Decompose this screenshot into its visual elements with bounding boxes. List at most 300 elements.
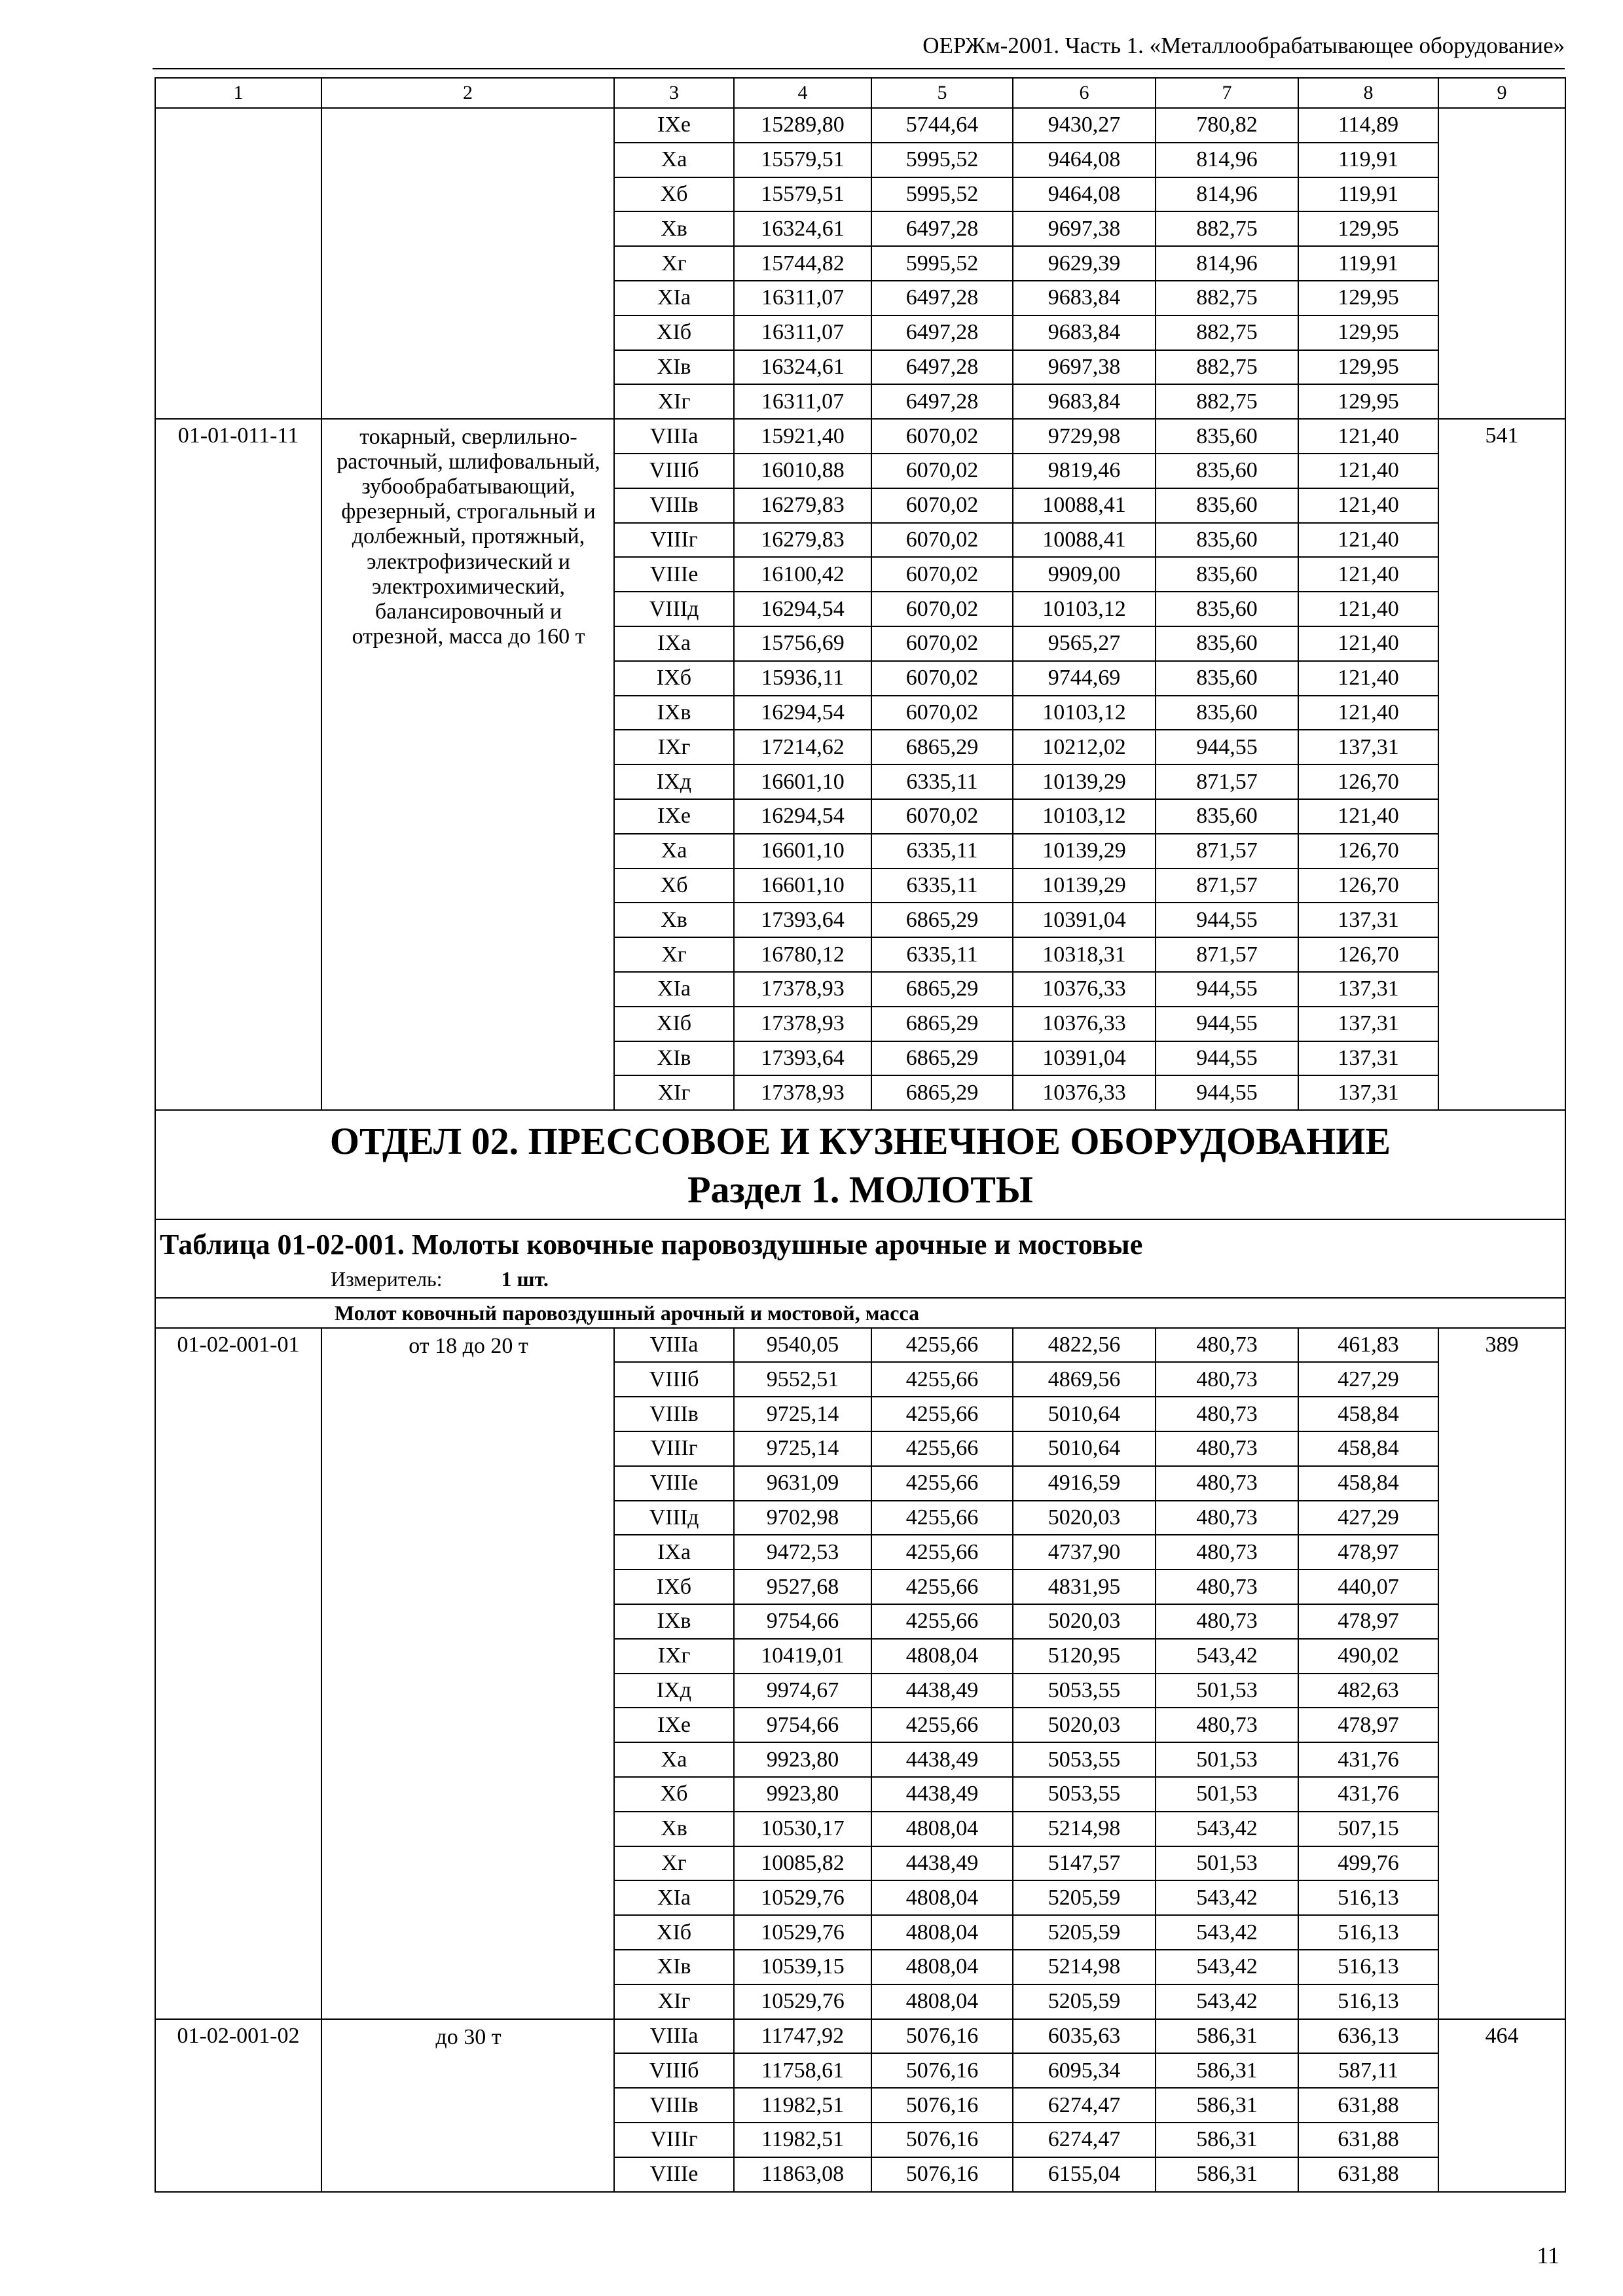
value-cell: 835,60 [1156, 592, 1298, 626]
value-cell: 6070,02 [871, 592, 1013, 626]
value-cell: 586,31 [1156, 2053, 1298, 2088]
item-price: 541 [1438, 419, 1565, 1110]
value-cell: 6335,11 [871, 764, 1013, 799]
value-cell: 15579,51 [734, 177, 871, 212]
value-cell: 4737,90 [1013, 1535, 1156, 1570]
table-title: Таблица 01-02-001. Молоты ковочные паровоздушные арочные и мостовые [160, 1228, 1143, 1261]
value-cell: 4255,66 [871, 1328, 1013, 1363]
zone-cell: Xв [614, 211, 734, 246]
part-title: Раздел 1. МОЛОТЫ [687, 1168, 1033, 1211]
table-row [155, 108, 1565, 143]
value-cell: 835,60 [1156, 799, 1298, 834]
value-cell: 6274,47 [1013, 2123, 1156, 2157]
value-cell: 871,57 [1156, 834, 1298, 869]
value-cell: 6335,11 [871, 834, 1013, 869]
value-cell: 6865,29 [871, 903, 1013, 937]
value-cell: 16294,54 [734, 799, 871, 834]
value-cell: 944,55 [1156, 1007, 1298, 1041]
value-cell: 126,70 [1298, 937, 1438, 972]
zone-cell: Xг [614, 937, 734, 972]
value-cell: 10103,12 [1013, 592, 1156, 626]
value-cell: 543,42 [1156, 1950, 1298, 1984]
value-cell: 10391,04 [1013, 903, 1156, 937]
table-title-row [155, 1219, 1565, 1298]
value-cell: 9729,98 [1013, 419, 1156, 454]
value-cell: 6070,02 [871, 696, 1013, 730]
value-cell: 4255,66 [871, 1604, 1013, 1639]
value-cell: 5995,52 [871, 246, 1013, 281]
zone-cell: XIб [614, 1915, 734, 1950]
value-cell: 137,31 [1298, 972, 1438, 1007]
value-cell: 4808,04 [871, 1950, 1013, 1984]
item-code [155, 108, 321, 419]
value-cell: 458,84 [1298, 1431, 1438, 1466]
value-cell: 6865,29 [871, 1007, 1013, 1041]
value-cell: 5744,64 [871, 108, 1013, 143]
value-cell: 9631,09 [734, 1466, 871, 1501]
value-cell: 114,89 [1298, 108, 1438, 143]
column-number: 3 [614, 78, 734, 108]
value-cell: 10530,17 [734, 1812, 871, 1846]
value-cell: 9683,84 [1013, 281, 1156, 315]
value-cell: 121,40 [1298, 454, 1438, 488]
value-cell: 6070,02 [871, 661, 1013, 696]
value-cell: 501,53 [1156, 1674, 1298, 1708]
value-cell: 944,55 [1156, 972, 1298, 1007]
value-cell: 10376,33 [1013, 972, 1156, 1007]
value-cell: 4255,66 [871, 1708, 1013, 1742]
value-cell: 835,60 [1156, 661, 1298, 696]
value-cell: 6070,02 [871, 557, 1013, 592]
column-number: 1 [155, 78, 321, 108]
value-cell: 6335,11 [871, 937, 1013, 972]
value-cell: 6070,02 [871, 419, 1013, 454]
value-cell: 5214,98 [1013, 1950, 1156, 1984]
table-row [155, 1328, 1565, 1363]
value-cell: 814,96 [1156, 143, 1298, 177]
price-table [155, 77, 1566, 2193]
value-cell: 4808,04 [871, 1812, 1013, 1846]
column-number-row [155, 78, 1565, 108]
value-cell: 480,73 [1156, 1708, 1298, 1742]
section-heading [155, 1110, 1565, 1219]
value-cell: 4255,66 [871, 1466, 1013, 1501]
value-cell: 6070,02 [871, 626, 1013, 661]
value-cell: 586,31 [1156, 2123, 1298, 2157]
value-cell: 121,40 [1298, 661, 1438, 696]
value-cell: 11982,51 [734, 2123, 871, 2157]
table-title-cell [155, 1219, 1565, 1298]
column-number: 5 [871, 78, 1013, 108]
zone-cell: IXд [614, 764, 734, 799]
zone-cell: IXв [614, 696, 734, 730]
value-cell: 121,40 [1298, 523, 1438, 558]
value-cell: 6865,29 [871, 1041, 1013, 1076]
value-cell: 16311,07 [734, 315, 871, 350]
value-cell: 10139,29 [1013, 834, 1156, 869]
value-cell: 480,73 [1156, 1535, 1298, 1570]
item-code: 01-01-011-11 [155, 419, 321, 1110]
value-cell: 4808,04 [871, 1984, 1013, 2019]
value-cell: 17393,64 [734, 1041, 871, 1076]
value-cell: 458,84 [1298, 1397, 1438, 1431]
value-cell: 944,55 [1156, 1075, 1298, 1110]
zone-cell: VIIIе [614, 557, 734, 592]
zone-cell: VIIIд [614, 592, 734, 626]
value-cell: 10529,76 [734, 1984, 871, 2019]
value-cell: 9909,00 [1013, 557, 1156, 592]
value-cell: 9565,27 [1013, 626, 1156, 661]
value-cell: 5053,55 [1013, 1674, 1156, 1708]
value-cell: 121,40 [1298, 488, 1438, 523]
value-cell: 129,95 [1298, 315, 1438, 350]
department-title: ОТДЕЛ 02. ПРЕССОВОЕ И КУЗНЕЧНОЕ ОБОРУДОВАНИЕ [329, 1120, 1391, 1163]
zone-cell: XIа [614, 1880, 734, 1915]
zone-cell: IXе [614, 799, 734, 834]
value-cell: 4808,04 [871, 1639, 1013, 1674]
value-cell: 4831,95 [1013, 1570, 1156, 1604]
zone-cell: XIг [614, 1984, 734, 2019]
value-cell: 480,73 [1156, 1362, 1298, 1397]
zone-cell: VIIIа [614, 419, 734, 454]
value-cell: 15921,40 [734, 419, 871, 454]
zone-cell: VIIIд [614, 1501, 734, 1535]
value-cell: 9552,51 [734, 1362, 871, 1397]
zone-cell: XIв [614, 350, 734, 385]
zone-cell: Xб [614, 177, 734, 212]
zone-cell: XIг [614, 384, 734, 419]
value-cell: 4822,56 [1013, 1328, 1156, 1363]
value-cell: 9683,84 [1013, 315, 1156, 350]
value-cell: 9527,68 [734, 1570, 871, 1604]
value-cell: 490,02 [1298, 1639, 1438, 1674]
zone-cell: Xб [614, 1777, 734, 1812]
value-cell: 4438,49 [871, 1846, 1013, 1881]
value-cell: 16311,07 [734, 281, 871, 315]
item-description: от 18 до 20 т [321, 1328, 614, 2019]
value-cell: 5205,59 [1013, 1880, 1156, 1915]
value-cell: 6035,63 [1013, 2019, 1156, 2054]
meter-value: 1 шт. [501, 1266, 549, 1291]
zone-cell: XIб [614, 1007, 734, 1041]
value-cell: 6497,28 [871, 384, 1013, 419]
value-cell: 543,42 [1156, 1984, 1298, 2019]
section-row [155, 1110, 1565, 1219]
value-cell: 501,53 [1156, 1846, 1298, 1881]
value-cell: 6070,02 [871, 488, 1013, 523]
value-cell: 10085,82 [734, 1846, 871, 1881]
value-cell: 9819,46 [1013, 454, 1156, 488]
subheading-row [155, 1298, 1565, 1328]
value-cell: 6865,29 [871, 972, 1013, 1007]
value-cell: 6497,28 [871, 211, 1013, 246]
zone-cell: XIв [614, 1950, 734, 1984]
value-cell: 16294,54 [734, 696, 871, 730]
value-cell: 121,40 [1298, 626, 1438, 661]
zone-cell: XIб [614, 315, 734, 350]
value-cell: 137,31 [1298, 903, 1438, 937]
value-cell: 9744,69 [1013, 661, 1156, 696]
value-cell: 11982,51 [734, 2088, 871, 2123]
value-cell: 16010,88 [734, 454, 871, 488]
item-price [1438, 108, 1565, 419]
item-description [321, 108, 614, 419]
value-cell: 17378,93 [734, 1075, 871, 1110]
value-cell: 944,55 [1156, 903, 1298, 937]
value-cell: 6865,29 [871, 730, 1013, 764]
value-cell: 480,73 [1156, 1431, 1298, 1466]
value-cell: 6497,28 [871, 350, 1013, 385]
page-number: 11 [1537, 2242, 1559, 2269]
value-cell: 480,73 [1156, 1328, 1298, 1363]
value-cell: 119,91 [1298, 246, 1438, 281]
zone-cell: IXб [614, 1570, 734, 1604]
column-number: 2 [321, 78, 614, 108]
value-cell: 6865,29 [871, 1075, 1013, 1110]
value-cell: 6070,02 [871, 454, 1013, 488]
value-cell: 5214,98 [1013, 1812, 1156, 1846]
column-number: 9 [1438, 78, 1565, 108]
zone-cell: IXе [614, 1708, 734, 1742]
value-cell: 15756,69 [734, 626, 871, 661]
value-cell: 5020,03 [1013, 1604, 1156, 1639]
value-cell: 4255,66 [871, 1397, 1013, 1431]
value-cell: 17214,62 [734, 730, 871, 764]
zone-cell: IXг [614, 730, 734, 764]
value-cell: 835,60 [1156, 523, 1298, 558]
value-cell: 480,73 [1156, 1397, 1298, 1431]
value-cell: 10529,76 [734, 1880, 871, 1915]
value-cell: 6070,02 [871, 799, 1013, 834]
column-number: 4 [734, 78, 871, 108]
value-cell: 6274,47 [1013, 2088, 1156, 2123]
value-cell: 478,97 [1298, 1535, 1438, 1570]
value-cell: 543,42 [1156, 1880, 1298, 1915]
value-cell: 9430,27 [1013, 108, 1156, 143]
value-cell: 871,57 [1156, 937, 1298, 972]
value-cell: 516,13 [1298, 1880, 1438, 1915]
value-cell: 882,75 [1156, 315, 1298, 350]
table-body [155, 78, 1565, 2192]
value-cell: 944,55 [1156, 730, 1298, 764]
value-cell: 10419,01 [734, 1639, 871, 1674]
zone-cell: VIIIв [614, 2088, 734, 2123]
value-cell: 15579,51 [734, 143, 871, 177]
value-cell: 137,31 [1298, 730, 1438, 764]
value-cell: 431,76 [1298, 1742, 1438, 1777]
value-cell: 5010,64 [1013, 1397, 1156, 1431]
value-cell: 4255,66 [871, 1362, 1013, 1397]
value-cell: 119,91 [1298, 177, 1438, 212]
value-cell: 5076,16 [871, 2123, 1013, 2157]
value-cell: 835,60 [1156, 488, 1298, 523]
value-cell: 586,31 [1156, 2019, 1298, 2054]
zone-cell: Xг [614, 246, 734, 281]
value-cell: 501,53 [1156, 1777, 1298, 1812]
zone-cell: Xа [614, 1742, 734, 1777]
item-price: 389 [1438, 1328, 1565, 2019]
value-cell: 10088,41 [1013, 488, 1156, 523]
table-row [155, 2019, 1565, 2054]
value-cell: 15289,80 [734, 108, 871, 143]
value-cell: 16780,12 [734, 937, 871, 972]
value-cell: 587,11 [1298, 2053, 1438, 2088]
value-cell: 543,42 [1156, 1639, 1298, 1674]
item-description: токарный, сверлильно-расточный, шлифовальный, зубообрабатывающий, фрезерный, строгальный и долбежный, протяжный, электрофизический и электрохимический, балансировочный и отрезной, масса до 160 т [321, 419, 614, 1110]
value-cell: 6497,28 [871, 281, 1013, 315]
value-cell: 871,57 [1156, 869, 1298, 903]
header-rule [153, 68, 1565, 69]
value-cell: 9754,66 [734, 1708, 871, 1742]
value-cell: 586,31 [1156, 2088, 1298, 2123]
value-cell: 10376,33 [1013, 1007, 1156, 1041]
zone-cell: Xа [614, 143, 734, 177]
column-number: 6 [1013, 78, 1156, 108]
value-cell: 6070,02 [871, 523, 1013, 558]
value-cell: 16279,83 [734, 523, 871, 558]
value-cell: 9472,53 [734, 1535, 871, 1570]
value-cell: 5995,52 [871, 143, 1013, 177]
value-cell: 137,31 [1298, 1075, 1438, 1110]
zone-cell: VIIIа [614, 2019, 734, 2054]
value-cell: 10103,12 [1013, 799, 1156, 834]
subheading: Молот ковочный паровоздушный арочный и мостовой, масса [155, 1298, 1565, 1328]
value-cell: 631,88 [1298, 2123, 1438, 2157]
value-cell: 4255,66 [871, 1501, 1013, 1535]
value-cell: 5120,95 [1013, 1639, 1156, 1674]
value-cell: 9754,66 [734, 1604, 871, 1639]
value-cell: 10139,29 [1013, 869, 1156, 903]
zone-cell: Xа [614, 834, 734, 869]
value-cell: 461,83 [1298, 1328, 1438, 1363]
value-cell: 9540,05 [734, 1328, 871, 1363]
value-cell: 9464,08 [1013, 143, 1156, 177]
value-cell: 121,40 [1298, 696, 1438, 730]
zone-cell: IXб [614, 661, 734, 696]
zone-cell: VIIIг [614, 2123, 734, 2157]
value-cell: 16324,61 [734, 211, 871, 246]
value-cell: 10391,04 [1013, 1041, 1156, 1076]
value-cell: 4438,49 [871, 1777, 1013, 1812]
value-cell: 16100,42 [734, 557, 871, 592]
value-cell: 6335,11 [871, 869, 1013, 903]
value-cell: 119,91 [1298, 143, 1438, 177]
value-cell: 121,40 [1298, 799, 1438, 834]
value-cell: 5053,55 [1013, 1777, 1156, 1812]
zone-cell: VIIIе [614, 1466, 734, 1501]
value-cell: 9725,14 [734, 1397, 871, 1431]
value-cell: 586,31 [1156, 2157, 1298, 2192]
value-cell: 835,60 [1156, 454, 1298, 488]
zone-cell: VIIIг [614, 523, 734, 558]
item-code: 01-02-001-01 [155, 1328, 321, 2019]
value-cell: 16324,61 [734, 350, 871, 385]
value-cell: 6095,34 [1013, 2053, 1156, 2088]
value-cell: 427,29 [1298, 1501, 1438, 1535]
value-cell: 480,73 [1156, 1570, 1298, 1604]
zone-cell: XIв [614, 1041, 734, 1076]
value-cell: 9923,80 [734, 1742, 871, 1777]
value-cell: 4869,56 [1013, 1362, 1156, 1397]
value-cell: 9683,84 [1013, 384, 1156, 419]
value-cell: 835,60 [1156, 696, 1298, 730]
value-cell: 5147,57 [1013, 1846, 1156, 1881]
value-cell: 10212,02 [1013, 730, 1156, 764]
value-cell: 126,70 [1298, 869, 1438, 903]
zone-cell: XIг [614, 1075, 734, 1110]
value-cell: 121,40 [1298, 592, 1438, 626]
item-description: до 30 т [321, 2019, 614, 2192]
zone-cell: VIIIб [614, 454, 734, 488]
value-cell: 5020,03 [1013, 1501, 1156, 1535]
value-cell: 5205,59 [1013, 1915, 1156, 1950]
value-cell: 10103,12 [1013, 696, 1156, 730]
value-cell: 516,13 [1298, 1950, 1438, 1984]
value-cell: 15744,82 [734, 246, 871, 281]
value-cell: 17378,93 [734, 972, 871, 1007]
value-cell: 16311,07 [734, 384, 871, 419]
value-cell: 5053,55 [1013, 1742, 1156, 1777]
zone-cell: VIIIб [614, 1362, 734, 1397]
value-cell: 882,75 [1156, 211, 1298, 246]
zone-cell: VIIIв [614, 1397, 734, 1431]
value-cell: 11863,08 [734, 2157, 871, 2192]
value-cell: 9974,67 [734, 1674, 871, 1708]
column-number: 7 [1156, 78, 1298, 108]
item-code: 01-02-001-02 [155, 2019, 321, 2192]
value-cell: 882,75 [1156, 281, 1298, 315]
value-cell: 835,60 [1156, 557, 1298, 592]
value-cell: 543,42 [1156, 1812, 1298, 1846]
value-cell: 944,55 [1156, 1041, 1298, 1076]
value-cell: 482,63 [1298, 1674, 1438, 1708]
value-cell: 9697,38 [1013, 211, 1156, 246]
value-cell: 16601,10 [734, 834, 871, 869]
value-cell: 882,75 [1156, 384, 1298, 419]
value-cell: 478,97 [1298, 1604, 1438, 1639]
value-cell: 129,95 [1298, 350, 1438, 385]
value-cell: 121,40 [1298, 557, 1438, 592]
zone-cell: VIIIе [614, 2157, 734, 2192]
value-cell: 9697,38 [1013, 350, 1156, 385]
value-cell: 835,60 [1156, 626, 1298, 661]
zone-cell: XIа [614, 972, 734, 1007]
value-cell: 126,70 [1298, 764, 1438, 799]
value-cell: 4916,59 [1013, 1466, 1156, 1501]
value-cell: 814,96 [1156, 246, 1298, 281]
value-cell: 507,15 [1298, 1812, 1438, 1846]
value-cell: 501,53 [1156, 1742, 1298, 1777]
column-number: 8 [1298, 78, 1438, 108]
value-cell: 427,29 [1298, 1362, 1438, 1397]
running-header: ОЕРЖм-2001. Часть 1. «Металлообрабатывающее оборудование» [922, 33, 1565, 58]
value-cell: 9725,14 [734, 1431, 871, 1466]
value-cell: 15936,11 [734, 661, 871, 696]
value-cell: 458,84 [1298, 1466, 1438, 1501]
zone-cell: Xв [614, 903, 734, 937]
value-cell: 10139,29 [1013, 764, 1156, 799]
value-cell: 5076,16 [871, 2053, 1013, 2088]
value-cell: 9629,39 [1013, 246, 1156, 281]
value-cell: 129,95 [1298, 281, 1438, 315]
zone-cell: IXд [614, 1674, 734, 1708]
table-row [155, 419, 1565, 454]
value-cell: 4808,04 [871, 1915, 1013, 1950]
value-cell: 516,13 [1298, 1984, 1438, 2019]
value-cell: 10318,31 [1013, 937, 1156, 972]
value-cell: 5076,16 [871, 2088, 1013, 2123]
value-cell: 871,57 [1156, 764, 1298, 799]
